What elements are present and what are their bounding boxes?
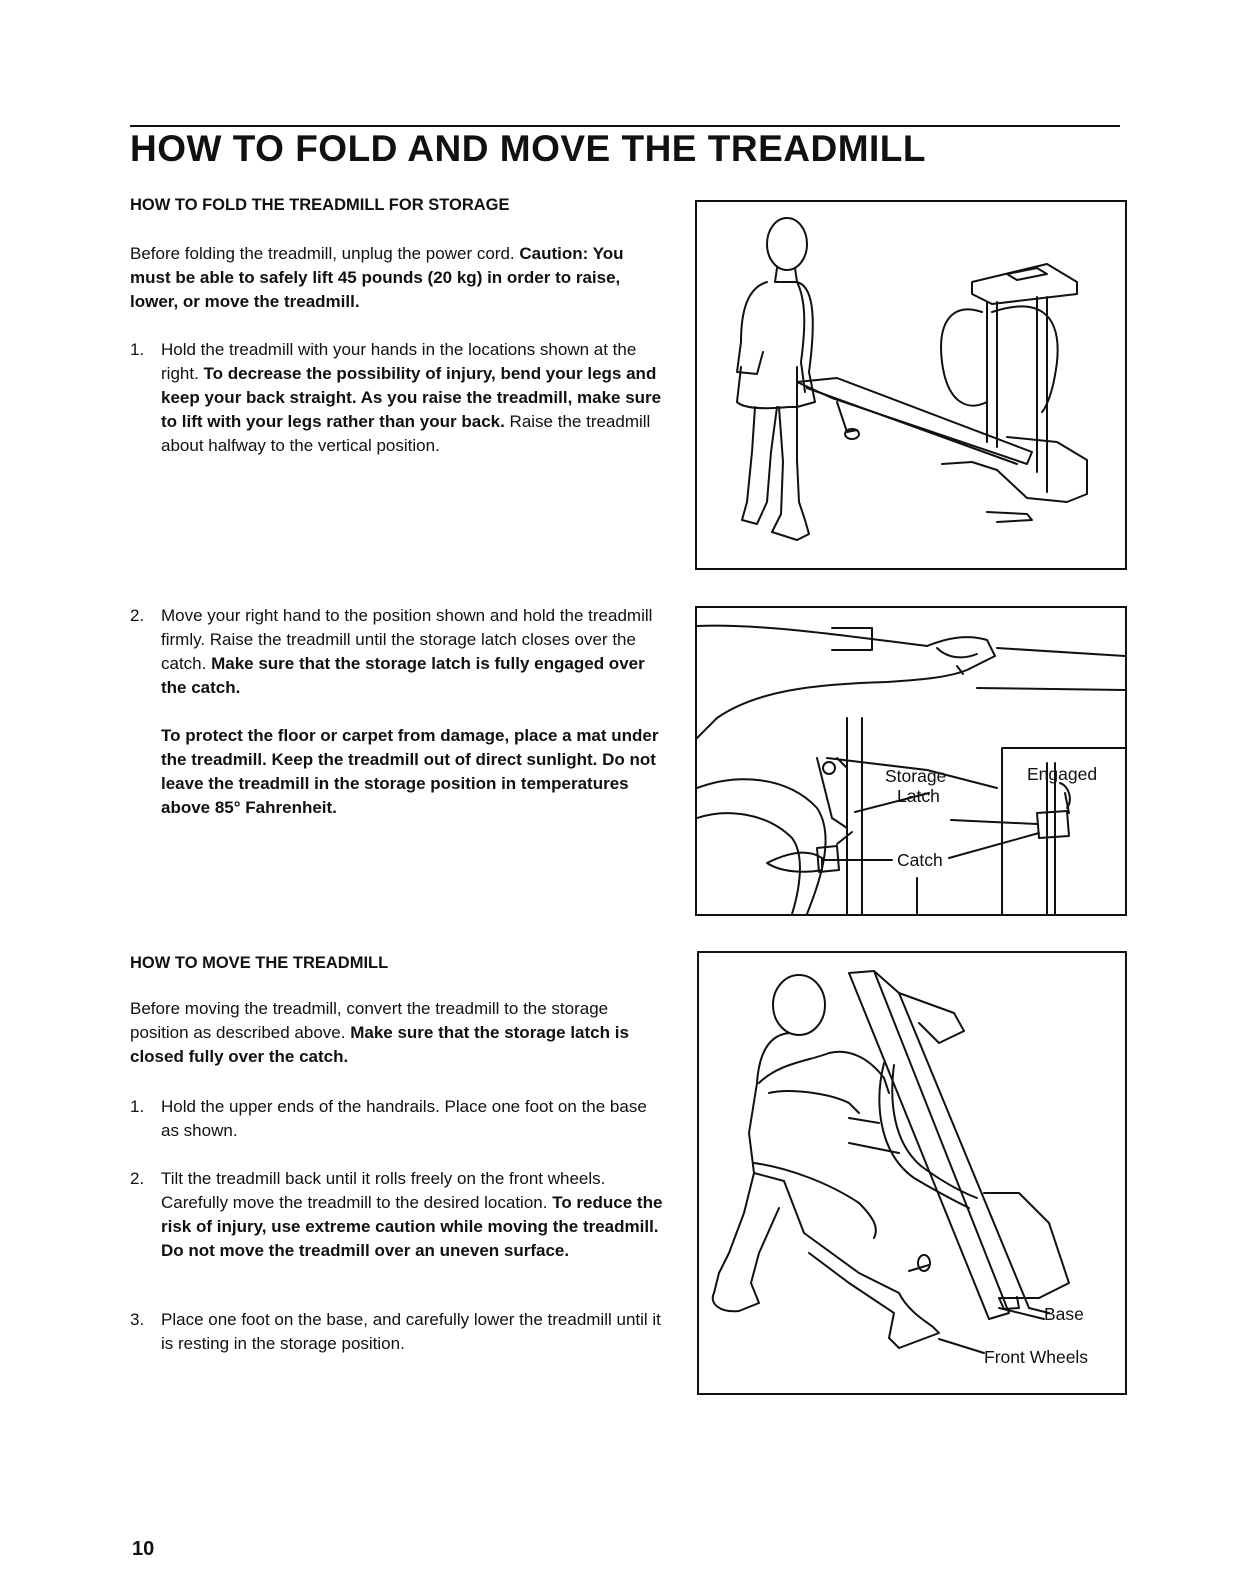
move-intro-warning: Make sure that the storage latch is closed fully over the catch. [130,1023,629,1066]
fold-step-1 [130,338,665,458]
lift-treadmill-illustration [697,202,1125,568]
move-step-2-lead: Tilt the treadmill back until it rolls freely on the front wheels. Carefully move the treadmill to the desired location. [161,1169,606,1212]
move-step-3 [130,1308,665,1356]
page-number: 10 [132,1538,155,1560]
latch-label: Latch [897,786,940,806]
person-icon [713,975,939,1348]
fold-step-2-number: 2. [130,606,145,625]
move-step-3-text: Place one foot on the base, and carefully lower the treadmill until it is resting in the storage position. [161,1310,661,1353]
engaged-label: Engaged [1027,764,1098,784]
move-treadmill-illustration [699,953,1125,1393]
figure-lift-treadmill [695,200,1127,570]
fold-step-2-lead: Move your right hand to the position shown and hold the treadmill firmly. Raise the treadmill until the storage latch closes over the catch. [161,606,653,673]
move-step-3-number: 3. [130,1310,145,1329]
move-intro [130,997,665,1069]
fold-step-1-warning: To decrease the possibility of injury, bend your legs and keep your back straight. As you raise the treadmill, make sure to lift with your legs rather than your back. [161,364,662,431]
move-section-heading: HOW TO MOVE THE TREADMILL [130,954,389,972]
treadmill-icon [797,264,1087,522]
page-title: HOW TO FOLD AND MOVE THE TREADMILL [130,128,927,169]
move-step-2-warning: To reduce the risk of injury, use extreme caution while moving the treadmill. Do not move the treadmill over an uneven surface. [161,1193,663,1260]
treadmill-icon [849,971,1069,1319]
fold-step-2-warning: Make sure that the storage latch is fully engaged over the catch. [161,654,645,697]
title-rule [130,125,1120,127]
fold-step-1-number: 1. [130,340,145,359]
storage-label: Storage [885,766,947,786]
move-step-2-text [161,1167,665,1263]
fold-intro-caution: Caution: You must be able to safely lift 45 pounds (20 kg) in order to raise, lower, or move the treadmill. [130,244,624,311]
fold-section-heading: HOW TO FOLD THE TREADMILL FOR STORAGE [130,196,510,214]
fold-step-1-lead: Hold the treadmill with your hands in the locations shown at the right. [161,340,637,383]
fold-step-1-text [161,338,665,458]
move-step-1-number: 1. [130,1097,145,1116]
move-step-2-number: 2. [130,1169,145,1188]
move-step-1-text: Hold the upper ends of the handrails. Place one foot on the base as shown. [161,1097,647,1140]
floor-protection-warning: To protect the floor or carpet from damage, place a mat under the treadmill. Keep the treadmill out of direct sunlight. Do not leave the treadmill in the storage position in temperatures above 85° Fahrenheit. [161,726,659,817]
fold-step-1-tail: Raise the treadmill about halfway to the vertical position. [161,412,651,455]
move-step-2 [130,1167,665,1263]
move-intro-text: Before moving the treadmill, convert the treadmill to the storage position as described above. [130,999,609,1042]
fold-step-2 [130,604,665,700]
figure-storage-latch [695,606,1127,916]
base-label: Base [1044,1304,1084,1324]
fold-intro-text: Before folding the treadmill, unplug the power cord. [130,244,520,263]
figure-move-treadmill [697,951,1127,1395]
fold-step-2-text [161,604,665,700]
person-icon [737,218,815,540]
fold-intro [130,242,665,314]
catch-label: Catch [897,850,943,870]
move-step-1 [130,1095,665,1143]
front-wheels-label: Front Wheels [984,1347,1089,1367]
